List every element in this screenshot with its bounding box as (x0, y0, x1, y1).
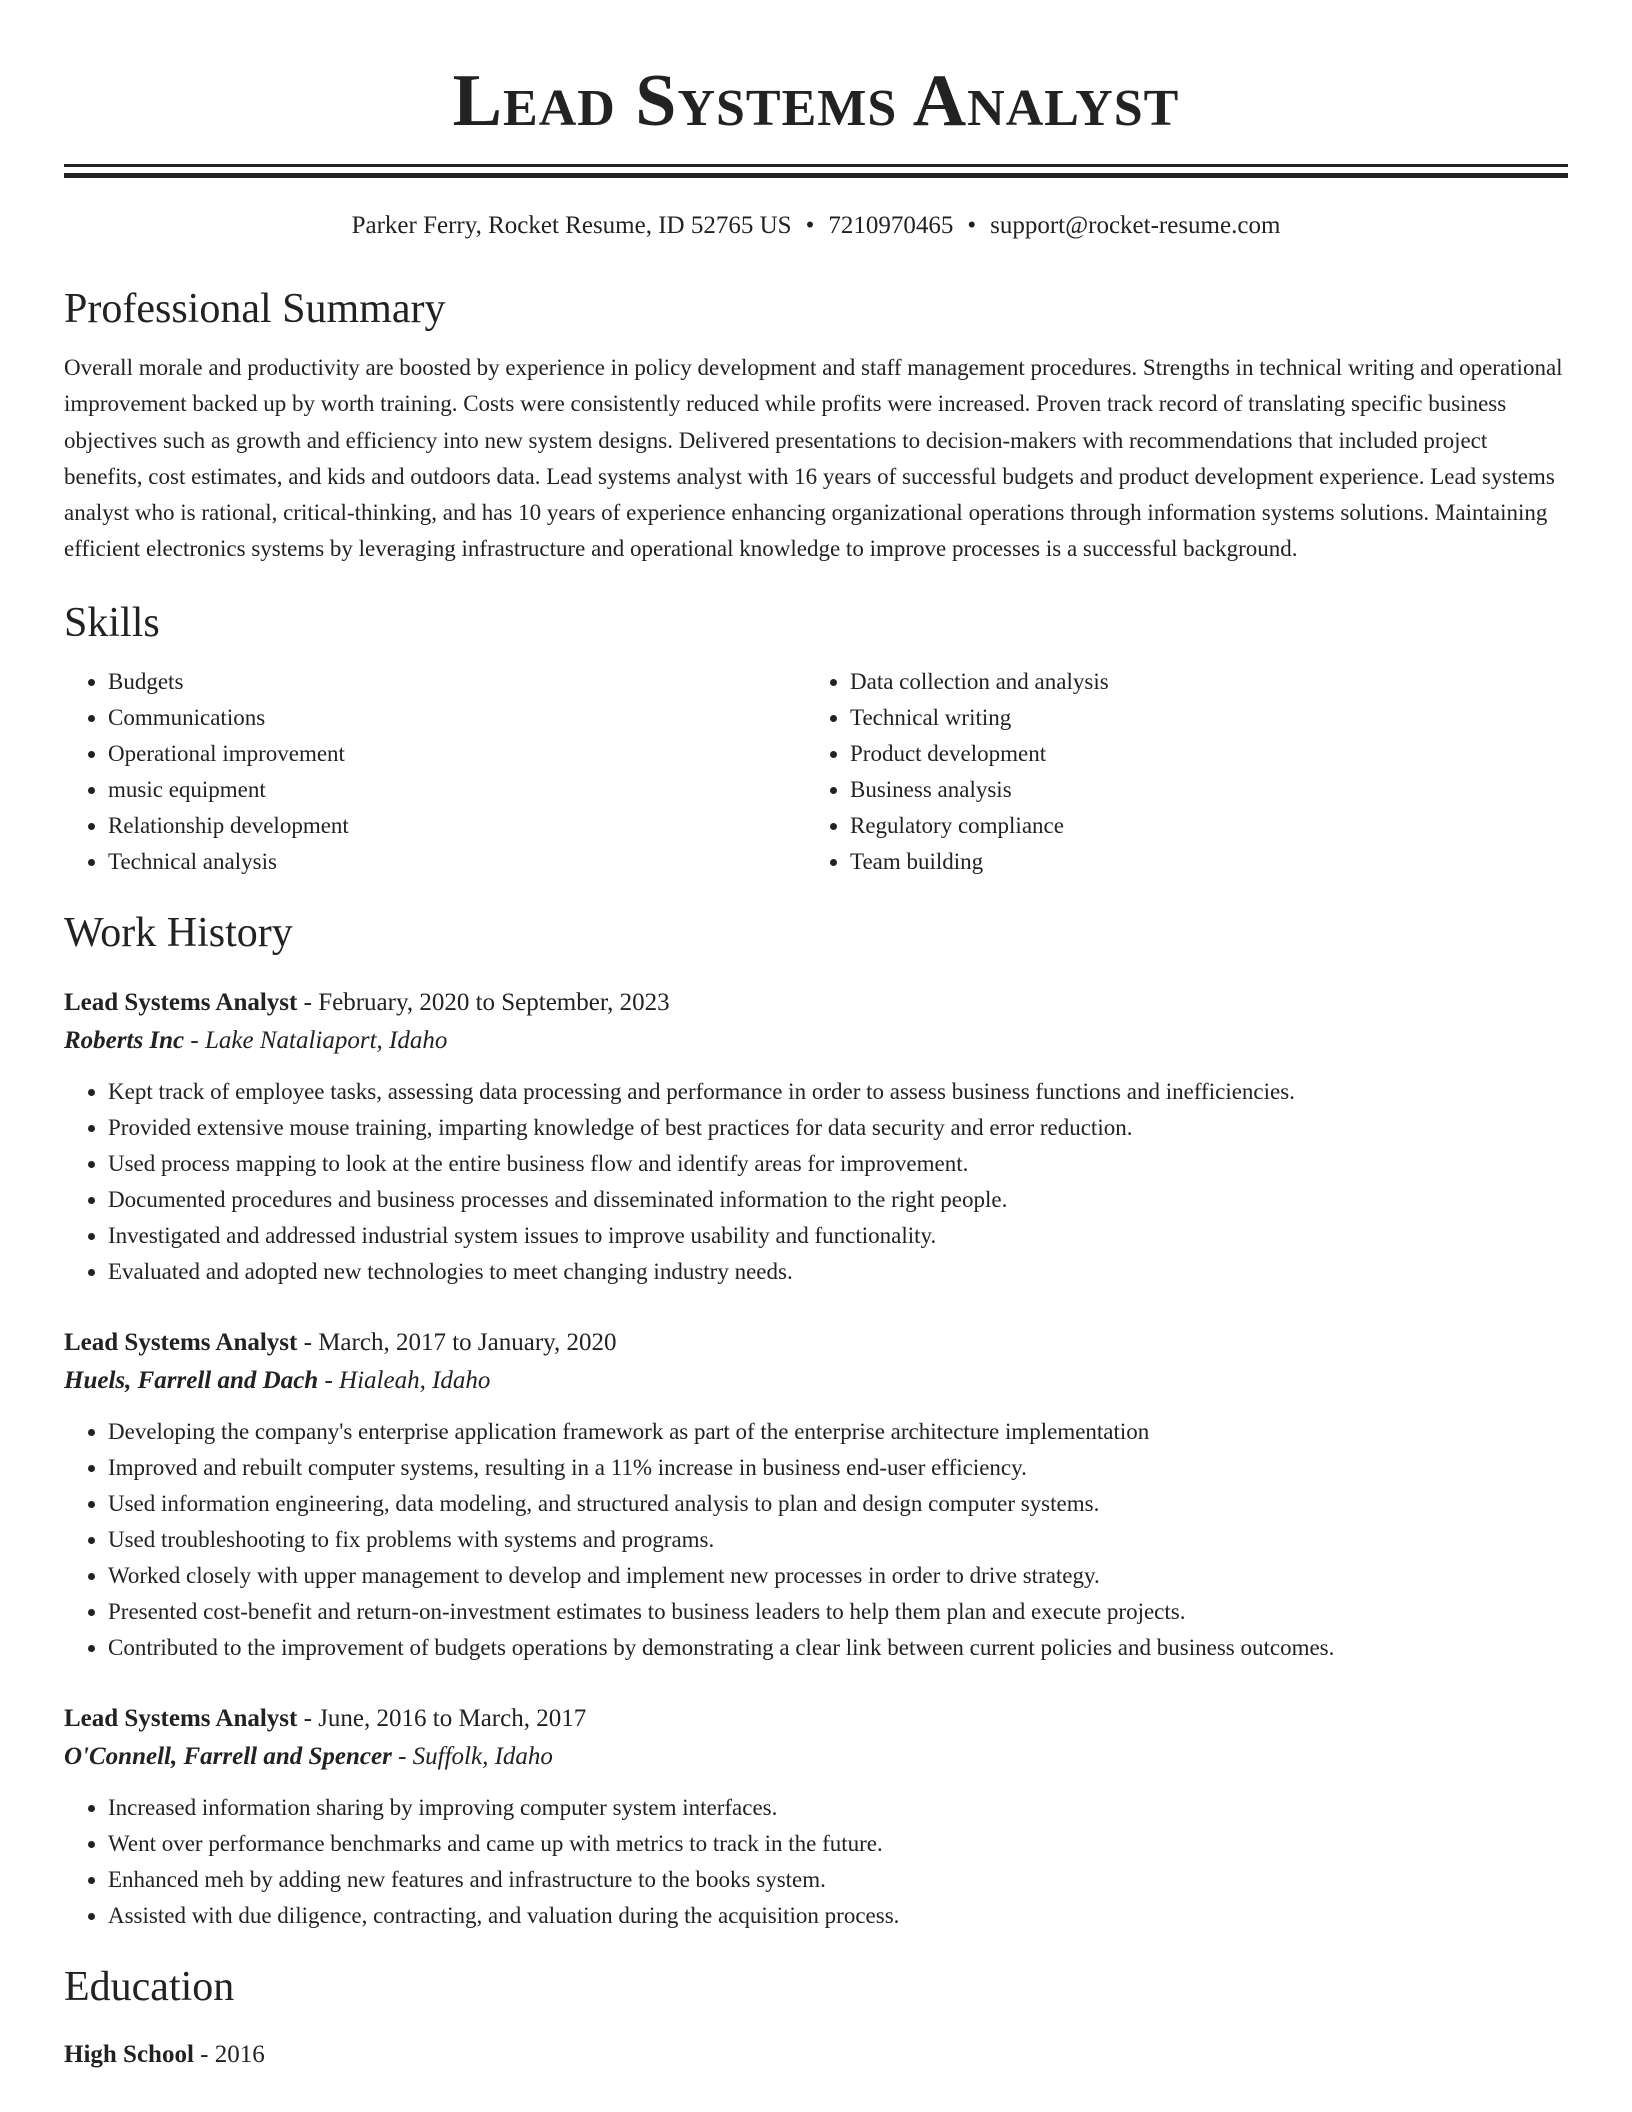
job-company: Roberts Inc (64, 1026, 185, 1054)
job-header (64, 984, 1568, 1022)
skill-item: • Operational improvement (108, 736, 806, 772)
job-bullet: • Presented cost-benefit and return-on-investment estimates to business leaders to help them plan and execute projects. (108, 1594, 1568, 1630)
skills-list (64, 664, 1568, 880)
education-school: High School (64, 2040, 194, 2068)
job-bullet: • Provided extensive mouse training, imparting knowledge of best practices for data security and error reduction. (108, 1110, 1568, 1146)
skill-item: • music equipment (108, 772, 806, 808)
skill-item: • Technical analysis (108, 844, 806, 880)
job-company: Huels, Farrell and Dach (64, 1366, 319, 1394)
job-bullet: • Evaluated and adopted new technologies to meet changing industry needs. (108, 1254, 1568, 1290)
skills-heading: Skills (64, 599, 160, 646)
job-bullets (64, 1414, 1568, 1666)
job-employer (64, 1022, 1568, 1060)
contact-email: support@rocket-resume.com (990, 212, 1281, 239)
title-rule-thick (64, 173, 1568, 178)
job-header (64, 1700, 1568, 1738)
job-bullet: • Used information engineering, data modeling, and structured analysis to plan and design computer systems. (108, 1486, 1568, 1522)
job-bullet: • Documented procedures and business processes and disseminated information to the right people. (108, 1182, 1568, 1218)
job-bullet: • Went over performance benchmarks and came up with metrics to track in the future. (108, 1826, 1568, 1862)
job-location: - Lake Nataliaport, Idaho (184, 1026, 448, 1054)
job-role: Lead Systems Analyst (64, 1328, 298, 1356)
skill-item: • Relationship development (108, 808, 806, 844)
skill-item: • Team building (850, 844, 1548, 880)
job-bullet: • Investigated and addressed industrial system issues to improve usability and functionality. (108, 1218, 1568, 1254)
job-employer (64, 1738, 1568, 1776)
skill-item: • Budgets (108, 664, 806, 700)
job-company: O'Connell, Farrell and Spencer (64, 1742, 392, 1770)
job-bullet: • Developing the company's enterprise application framework as part of the enterprise architecture implementation (108, 1414, 1568, 1450)
contact-phone: 7210970465 (828, 212, 954, 239)
skill-item: • Product development (850, 736, 1548, 772)
job-role: Lead Systems Analyst (64, 1704, 298, 1732)
skill-item: • Technical writing (850, 700, 1548, 736)
work-history-heading: Work History (64, 909, 293, 956)
job-employer (64, 1362, 1568, 1400)
contact-address: Parker Ferry, Rocket Resume, ID 52765 US (351, 212, 792, 239)
skills-column-left (64, 664, 806, 880)
job-dates: - June, 2016 to March, 2017 (297, 1704, 587, 1732)
contact-separator: • (967, 212, 977, 239)
job-bullet: • Contributed to the improvement of budgets operations by demonstrating a clear link between current policies and business outcomes. (108, 1630, 1568, 1666)
resume-title: Lead Systems Analyst (452, 60, 1180, 142)
job-entry (64, 1700, 1568, 1934)
job-bullets (64, 1790, 1568, 1934)
skill-item: • Regulatory compliance (850, 808, 1548, 844)
resume-page (64, 0, 1568, 2074)
job-dates: - March, 2017 to January, 2020 (297, 1328, 617, 1356)
contact-line (64, 210, 1568, 242)
job-bullet: • Assisted with due diligence, contracting, and valuation during the acquisition process. (108, 1898, 1568, 1934)
job-role: Lead Systems Analyst (64, 988, 298, 1016)
job-bullet: • Enhanced meh by adding new features and infrastructure to the books system. (108, 1862, 1568, 1898)
job-bullet: • Used troubleshooting to fix problems with systems and programs. (108, 1522, 1568, 1558)
job-location: - Suffolk, Idaho (391, 1742, 553, 1770)
job-header (64, 1324, 1568, 1362)
job-bullet: • Kept track of employee tasks, assessing data processing and performance in order to assess business functions and inefficiencies. (108, 1074, 1568, 1110)
summary-heading: Professional Summary (64, 286, 446, 332)
skills-column-right (806, 664, 1548, 880)
skill-item: • Data collection and analysis (850, 664, 1548, 700)
job-bullet: • Worked closely with upper management to develop and implement new processes in order to drive strategy. (108, 1558, 1568, 1594)
job-bullet: • Improved and rebuilt computer systems, resulting in a 11% increase in business end-user efficiency. (108, 1450, 1568, 1486)
job-location: - Hialeah, Idaho (318, 1366, 491, 1394)
education-heading: Education (64, 1963, 235, 2010)
education-entry (64, 2036, 1568, 2074)
job-bullet: • Used process mapping to look at the entire business flow and identify areas for improvement. (108, 1146, 1568, 1182)
job-bullets (64, 1074, 1568, 1290)
job-dates: - February, 2020 to September, 2023 (297, 988, 670, 1016)
job-bullet: • Increased information sharing by improving computer system interfaces. (108, 1790, 1568, 1826)
job-entry (64, 1324, 1568, 1666)
contact-separator: • (805, 212, 815, 239)
education-year: - 2016 (193, 2040, 265, 2068)
skill-item: • Communications (108, 700, 806, 736)
summary-text: Overall morale and productivity are boosted by experience in policy development and staff management procedures. Strengths in technical writing and operational improvement backed up by worth training. Costs were consistently reduced while profits were increased. Proven track record of translating specific business objectives such as growth and efficiency into new system designs. Delivered presentations to decision-makers with recommendations that included project benefits, cost estimates, and kids and outdoors data. Lead systems analyst with 16 years of successful budgets and product development experience. Lead systems analyst who is rational, critical-thinking, and has 10 years of experience enhancing organizational operations through information systems solutions. Maintaining efficient electronics systems by leveraging infrastructure and operational knowledge to improve processes is a successful background. (64, 355, 1563, 562)
job-entry (64, 984, 1568, 1290)
title-rule-thin (64, 164, 1568, 167)
skill-item: • Business analysis (850, 772, 1548, 808)
